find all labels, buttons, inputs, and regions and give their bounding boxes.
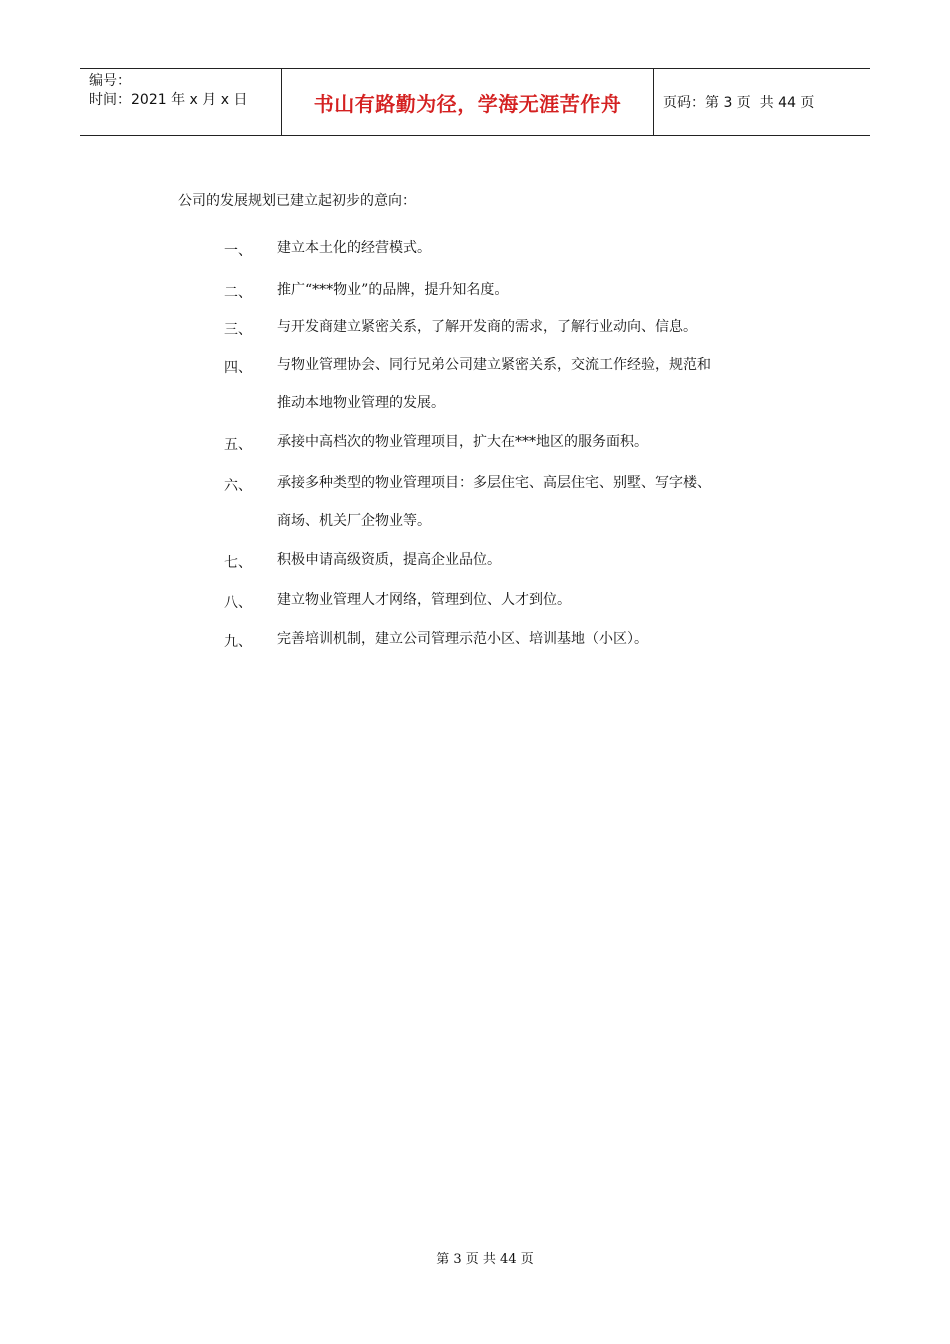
list-item-text-continued: 推动本地物业管理的发展。 [277,395,445,411]
list-item-number: 七、 [224,555,252,571]
list-item-text: 推广“***物业”的品牌，提升知名度。 [277,282,509,298]
list-item-text: 建立本土化的经营模式。 [277,240,431,256]
list-item-number: 五、 [224,437,252,453]
number-label: 编号： [89,73,131,89]
page-label: 页码：第 3 页 共 44 页 [663,95,815,111]
list-item-number: 九、 [224,634,252,650]
header-meta-cell [80,69,282,135]
list-item-number: 八、 [224,595,252,611]
list-item-text: 建立物业管理人才网络，管理到位、人才到位。 [277,592,571,608]
list-item-number: 四、 [224,360,252,376]
list-item-number: 六、 [224,478,252,494]
list-item-text: 与物业管理协会、同行兄弟公司建立紧密关系，交流工作经验，规范和 [277,357,711,373]
list-item-text: 积极申请高级资质，提高企业品位。 [277,552,501,568]
motto-text: 书山有路勤为径，学海无涯苦作舟 [313,91,622,116]
intro-paragraph: 公司的发展规划已建立起初步的意向： [178,193,416,209]
list-item-number: 二、 [224,285,252,301]
document-header [80,68,870,136]
list-item-number: 三、 [224,322,252,338]
header-page-cell [654,69,870,135]
time-label: 时间：2021 年 x 月 x 日 [89,92,248,108]
header-motto-cell [282,69,654,135]
list-item-text: 与开发商建立紧密关系，了解开发商的需求，了解行业动向、信息。 [277,319,697,335]
list-item-number: 一、 [224,243,252,259]
page-footer: 第 3 页 共 44 页 [436,1252,534,1267]
list-item-text: 承接中高档次的物业管理项目，扩大在***地区的服务面积。 [277,434,648,450]
list-item-text: 完善培训机制，建立公司管理示范小区、培训基地（小区）。 [277,631,648,647]
list-item-text-continued: 商场、机关厂企物业等。 [277,513,431,529]
list-item-text: 承接多种类型的物业管理项目：多层住宅、高层住宅、别墅、写字楼、 [277,475,711,491]
